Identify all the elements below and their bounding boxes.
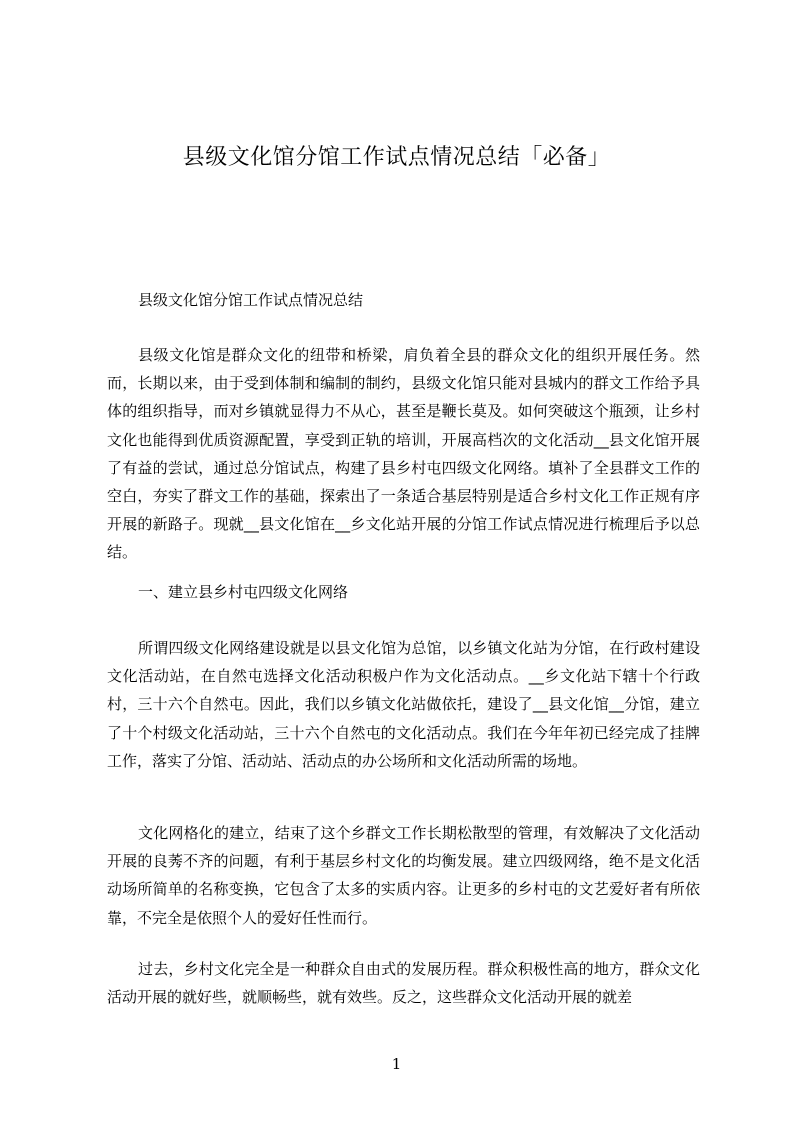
page-number: 1 — [391, 1055, 402, 1073]
section-heading: 一、建立县乡村屯四级文化网络 — [138, 583, 349, 601]
document-subtitle: 县级文化馆分馆工作试点情况总结 — [138, 291, 364, 309]
body-paragraph: 所谓四级文化网络建设就是以县文化馆为总馆，以乡镇文化站为分馆，在行政村建设文化活动站，在自然屯选择文化活动积极户作为文化活动点。__乡文化站下辖十个行政村，三十六个自然屯。因此，我们以乡镇文化站做依托，建设了__县文化馆__分馆，建立了十个村级文化活动站，三十六个自然屯的文化活动点。我们在今年年初已经完成了挂牌工作，落实了分馆、活动站、活动点的办公场所和文化活动所需的场地。 — [107, 639, 700, 770]
body-paragraph: 过去，乡村文化完全是一种群众自由式的发展历程。群众积极性高的地方，群众文化活动开展的就好些，就顺畅些，就有效些。反之，这些群众文化活动开展的就差 — [107, 960, 700, 1007]
body-paragraph: 文化网格化的建立，结束了这个乡群文工作长期松散型的管理，有效解决了文化活动开展的良莠不齐的问题，有利于基层乡村文化的均衡发展。建立四级网络，绝不是文化活动场所简单的名称变换，它包含了太多的实质内容。让更多的乡村屯的文艺爱好者有所依靠，不完全是依照个人的爱好任性而行。 — [107, 824, 700, 927]
intro-paragraph: 县级文化馆是群众文化的纽带和桥梁，肩负着全县的群众文化的组织开展任务。然而，长期以来，由于受到体制和编制的制约，县级文化馆只能对县城内的群文工作给予具体的组织指导，而对乡镇就显得力不从心，甚至是鞭长莫及。如何突破这个瓶颈，让乡村文化也能得到优质资源配置，享受到正轨的培训，开展高档次的文化活动__县文化馆开展了有益的尝试，通过总分馆试点，构建了县乡村屯四级文化网络。填补了全县群文工作的空白，夯实了群文工作的基础，探索出了一条适合基层特别是适合乡村文化工作正规有序开展的新路子。现就__县文化馆在__乡文化站开展的分馆工作试点情况进行梳理后予以总结。 — [107, 346, 700, 562]
document-title: 县级文化馆分馆工作试点情况总结「必备」 — [182, 145, 611, 170]
